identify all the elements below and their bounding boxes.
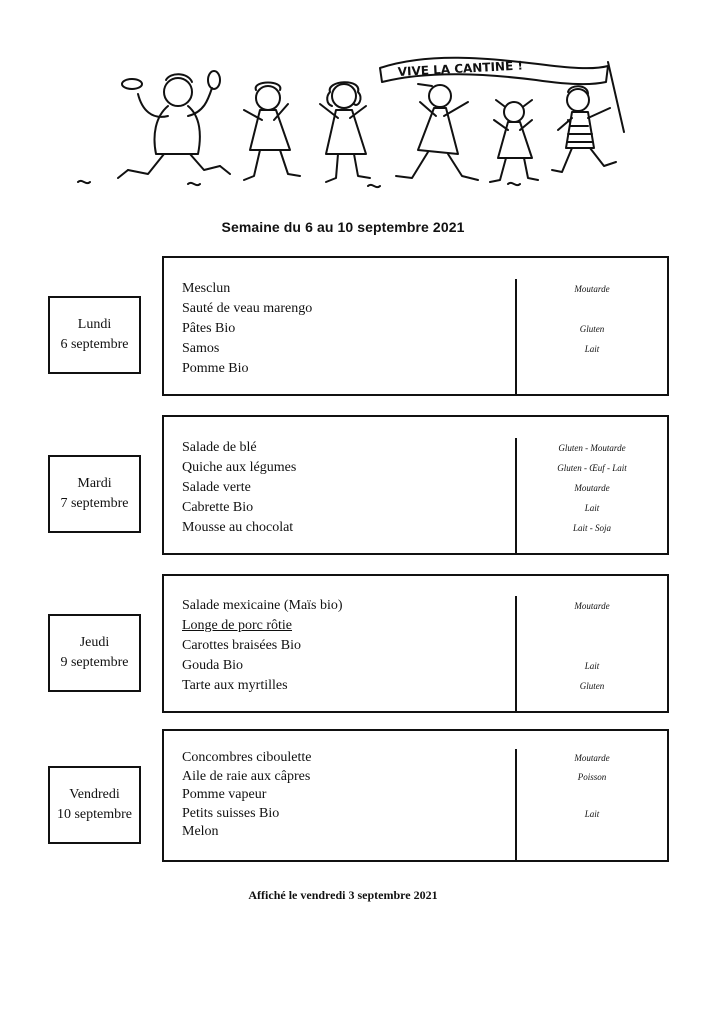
dish-item: Salade mexicaine (Maïs bio) xyxy=(182,598,343,613)
allergen-item xyxy=(517,359,667,379)
dish-item: Concombres ciboulette xyxy=(182,750,312,765)
dish-item: Petits suisses Bio xyxy=(182,805,280,821)
allergen-item: Lait xyxy=(584,503,600,513)
cantine-banner-illustration xyxy=(68,50,638,200)
menu-box-lundi xyxy=(162,256,669,396)
dish-item: Pomme vapeur xyxy=(182,787,267,802)
day-date: 6 septembre xyxy=(60,337,129,352)
day-name: Lundi xyxy=(77,317,112,332)
posted-date-note: Affiché le vendredi 3 septembre 2021 xyxy=(248,888,438,902)
day-date: 10 septembre xyxy=(56,807,133,822)
dish-item: Salade de blé xyxy=(182,440,257,455)
allergen-item: Moutarde xyxy=(574,753,610,763)
dish-column xyxy=(164,749,517,860)
allergen-item: Gluten xyxy=(579,681,605,691)
dish-item: Aile de raie aux câpres xyxy=(182,768,311,784)
dish-item: Cabrette Bio xyxy=(182,500,254,515)
allergen-item: Lait xyxy=(584,661,600,671)
menu-box-mardi xyxy=(162,415,669,555)
allergen-column xyxy=(517,438,667,553)
small-girl-figure xyxy=(490,100,538,182)
allergen-item: Lait - Soja xyxy=(572,523,611,533)
allergen-item: Gluten xyxy=(579,324,605,334)
allergen-column xyxy=(517,596,667,711)
menu-box-vendredi xyxy=(162,729,669,862)
menu-box-jeudi xyxy=(162,574,669,713)
day-name: Vendredi xyxy=(69,787,120,802)
allergen-item: Moutarde xyxy=(574,601,610,611)
dish-column xyxy=(164,279,517,394)
dish-item: Sauté de veau marengo xyxy=(182,301,313,316)
day-label-lundi xyxy=(48,296,141,374)
dish-item: Salade verte xyxy=(182,480,251,495)
allergen-column xyxy=(517,749,667,860)
day-label-mardi xyxy=(48,455,141,533)
day-name: Jeudi xyxy=(79,635,110,650)
cook-figure xyxy=(118,71,230,178)
allergen-item: Moutarde xyxy=(574,284,610,294)
day-date: 9 septembre xyxy=(60,655,129,670)
allergen-item: Moutarde xyxy=(574,483,610,493)
day-label-vendredi xyxy=(48,766,141,844)
dish-item: Longe de porc rôtie xyxy=(182,618,293,633)
week-title: Semaine du 6 au 10 septembre 2021 xyxy=(221,219,465,235)
dish-item: Tarte aux myrtilles xyxy=(182,678,288,693)
dish-item: Mesclun xyxy=(182,281,231,296)
allergen-item xyxy=(517,786,667,805)
dish-item: Pâtes Bio xyxy=(182,321,236,336)
allergen-item xyxy=(517,823,667,842)
dish-item: Gouda Bio xyxy=(182,658,244,673)
day-date: 7 septembre xyxy=(60,496,129,511)
allergen-item xyxy=(517,616,667,636)
allergen-item: Lait xyxy=(584,808,600,819)
allergen-column xyxy=(517,279,667,394)
girl-figure-1 xyxy=(244,83,300,181)
dish-item: Mousse au chocolat xyxy=(182,520,294,535)
allergen-item: Lait xyxy=(584,344,600,354)
day-name: Mardi xyxy=(77,476,112,491)
dish-item: Melon xyxy=(182,824,219,839)
boy-figure xyxy=(552,86,616,172)
allergen-item: Poisson xyxy=(577,771,607,782)
allergen-item xyxy=(517,636,667,656)
allergen-item xyxy=(517,299,667,319)
dish-column xyxy=(164,438,517,553)
dish-item: Carottes braisées Bio xyxy=(182,638,301,653)
dish-item: Pomme Bio xyxy=(182,361,249,376)
day-label-jeudi xyxy=(48,614,141,692)
svg-text:VIVE LA CANTINE !: VIVE LA CANTINE ! xyxy=(397,58,524,79)
allergen-item: Gluten - Moutarde xyxy=(558,443,626,453)
dish-item: Samos xyxy=(182,341,220,356)
dish-item: Quiche aux légumes xyxy=(182,460,297,475)
woman-figure xyxy=(396,84,478,180)
dish-column xyxy=(164,596,517,711)
allergen-item: Gluten - Œuf - Lait xyxy=(557,463,627,473)
girl-figure-2 xyxy=(320,82,370,182)
